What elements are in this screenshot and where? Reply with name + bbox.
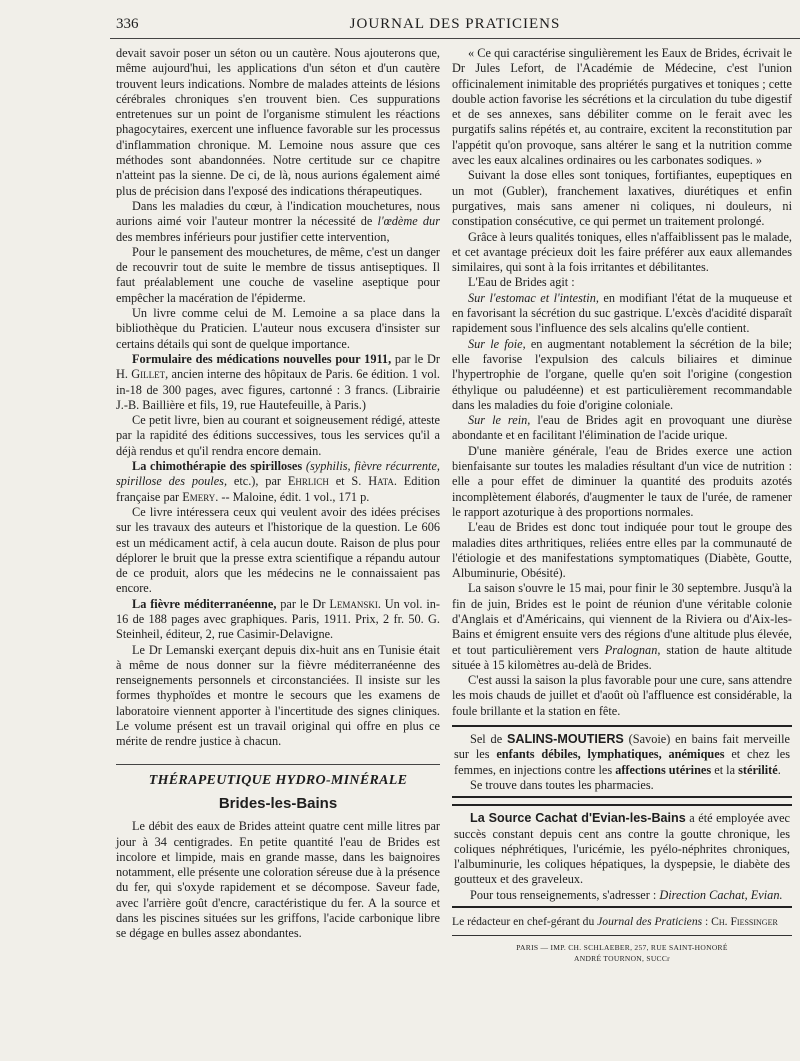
quote-lefort: « Ce qui caractérise singulièrement les Eaux de Brides, écrivait le Dr Jules Lefort, de l'Académie de Médecine, c'est l'union officinalement inimitable des propriétés purgatives et toniques ; cette double action favorise les sécrétions et la circulation du tube digestif et de ses annexes, sans débiliter comme on le ferait avec les purgatifs salins répétés et, au contraire, excitent la reconstitution par l'appétit qu'on provoque, sans altérer le sang et la nutrition comme avec les eaux alcalines ordinaires ou les carbonates sodiques. » [452,46,792,168]
text: etc.), par [233,474,288,489]
imprint-line: ANDRÉ TOURNON, SUCCr [574,954,670,964]
ad-tagline: Se trouve dans toutes les pharmacies. [470,777,654,792]
review-formulaire: Ce petit livre, bien au courant et soigneusement rédigé, atteste par la rapidité des éditions successives, tous les services qu'il a déjà rendus et qu'il rendra encore demain. [116,413,440,458]
review-chimotherapie: Ce livre intéressera ceux qui veulent avoir des idées précises sur les travaux des auteurs et l'historique de la question. Le 606 est un médicament actif, à cela aucun doute. Raison de plus pour déplorer le bruit que la presse extra scientifique a répandu autour de ce produit, alors que les médecins ne le connaissaient pas encore. [116,504,440,596]
text: . Un vol. in-16 de 188 pages avec graphiques. Paris, 1911. Prix, 2 fr. 50. G. Steinheil, éditeur, 2, rue Casimir-Delavigne. [116,596,440,642]
book-title: Formulaire des médications nouvelles pour 1911, [132,351,392,366]
page-number: 336 [116,16,139,32]
text: . -- Maloine, édit. 1 vol., 171 p. [215,489,370,504]
text: par le Dr H. [116,351,440,382]
section-title: THÉRAPEUTIQUE HYDRO-MINÉRALE [116,764,440,788]
text: , station de haute altitude située à 15 kilomètres au-delà de Brides. [452,642,792,672]
paragraph-estomac [452,291,792,337]
article-title: Brides-les-Bains [218,794,338,812]
left-column [116,46,440,942]
text: et S. [328,474,369,489]
text-italic: Sur le rein, [468,413,531,428]
text: et la [711,762,739,777]
book-title: La fièvre méditerranéenne, [132,596,277,611]
paragraph-indiquee: L'eau de Brides est donc tout indiquée pour tout le groupe des maladies dites arthritiques, reliées entre elles par la communauté de l'étiologie et des manifestations symptomatiques (Diabète, Goutte, Albuminurie, Obésité). [452,520,792,581]
text: Sel de [470,732,507,747]
editor-name: : Ch. Fiessinger [702,915,778,929]
ad-contact [454,888,790,903]
text: l'eau de Brides agit en provoquant une diurèse abondante et en facilitant l'élimination de l'acide urique. [452,413,792,443]
book-author: Ehrlich [287,474,329,489]
text: en modifiant l'état de la muqueuse et en favorisant la sécrétion du suc gastrique. L'excès d'acidité disparaît rapidement sous l'influence des sels alcalins qu'elle contient. [452,290,792,336]
paragraph-rein [452,413,792,444]
text: (Savoie) en bains fait merveille sur les [454,732,790,762]
paragraph-agit: L'Eau de Brides agit : [468,275,575,290]
text: et chez les femmes, en injections contre les [454,747,791,777]
right-column [452,46,792,964]
journal-title: JOURNAL DES PRATICIENS [349,16,561,32]
book-title: La chimothérapie des spirilloses [132,459,303,474]
imprint-line: PARIS — IMP. CH. SCHLAEBER, 257, RUE SAINT-HONORÉ [516,943,728,953]
book-chimotherapie [116,459,440,505]
paragraph-generale: D'une manière générale, l'eau de Brides exerce une action bienfaisante sur toutes les maladies résultant d'un vice de nutrition : elle a pour effet de diminuer la quantité des produits azotés incomplètement élaborés, d'augmenter le taux de l'urée, de ramener le rapport azoturique à des proportions normales. [452,443,792,519]
book-fievre [116,597,440,643]
text: La saison s'ouvre le 15 mai, pour finir le 30 septembre. Jusqu'à la fin de juin, Brides est le point de réunion d'une véritable colonie d'Anglais et d'Américains, qui viennent de la Riviera ou d'Aix-les-Bains et émigrent ensuite vers des régions d'une altitude plus élevée, et tout particulièrement vers [452,581,792,657]
text-italic: l'œdème dur [377,214,440,229]
ad-source-cachat [452,804,792,908]
text: Le rédacteur en chef-gérant du [452,915,598,929]
book-author: Lemanski [329,596,378,611]
divider [452,935,792,936]
text: . [777,762,781,777]
paragraph-dose: Suivant la dose elles sont toniques, fortifiantes, eupeptiques en un mot (Gubler), franchement laxatives, diurétiques et enfin purgatives, mais sans amener ni coliques, ni douleurs, ni constipation consécutive, ce qui permet un traitement prolongé. [452,168,792,229]
ad-text [454,732,790,778]
book-formulaire [116,352,440,413]
ad-brand: SALINS-MOUTIERS [506,732,624,747]
book-author: Gillet [131,367,166,382]
paragraph-saison [452,581,792,673]
text-bold: affections utérines [615,762,712,777]
text-italic: (syphilis, fièvre récurrente, spirillose des poules, [116,459,440,489]
text: . Edition française par [116,474,440,504]
text-bold: stérilité [738,762,778,777]
ad-text [454,811,790,887]
paragraph-coeur [116,199,440,245]
text-italic: Direction Cachat, Evian. [659,887,783,902]
paragraph-pansement: Pour le pansement des mouchetures, de même, c'est un danger de recouvrir tout de suite le membre de tissus antiseptiques. Il faut préalablement une couche de vaseline aseptique pour empêcher la macération de l'épiderme. [116,244,440,305]
paragraph-debit: Le débit des eaux de Brides atteint quatre cent mille litres par jour à 34 centigrades. En petite quantité l'eau de Brides est incolore et limpide, mais en grande masse, dans les baignoires notamment, elle présente une coloration séreuse due à la présence du fer, qui s'oxyde rapidement et se décompose. Saveur fade, avec l'arrière goût d'encre, caractéristique du fer. A la source et dans les piscines situées sur les griffons, l'acide carbonique libre se dégage en bulles assez abondantes. [116,819,440,941]
editor-line [452,914,792,929]
page-header [110,12,800,39]
text: des membres inférieurs pour justifier cette intervention, [116,229,390,244]
book-author: Hata [368,474,394,489]
text-italic: Sur l'estomac et l'intestin, [468,290,599,305]
text: a été employée avec succès constant depuis cent ans contre la goutte chronique, les coliques néphrétiques, l'uricémie, les pyélo-néphrites chroniques, l'albuminurie, les coliques hépatiques, la dyspepsie, le diabète des goutteux et des graveleux. [454,811,790,887]
text-italic: Journal des Praticiens [597,915,703,929]
text: en augmentant notablement la sécrétion de la bile; elle favorise l'expulsion des calculs biliaires et diminue l'hypertrophie de l'organe, quelle qu'en soit l'origine (congestion éthylique ou paludéenne) et est particulièrement recommandable dans les maladies du foie d'origine coloniale. [452,336,792,412]
ad-salins-moutiers [452,725,792,798]
book-translator: Emery [182,489,216,504]
paragraph-cest: C'est aussi la saison la plus favorable pour une cure, sans attendre les mois chauds de juillet et d'août où l'affluence est considérable, la foule brillante et la station en fête. [452,673,792,718]
paragraph-livre: Un livre comme celui de M. Lemoine a sa place dans la bibliothèque du Praticien. L'auteur nous excusera d'insister sur certains détails qui sont de quelque importance. [116,306,440,351]
review-fievre: Le Dr Lemanski exerçant depuis dix-huit ans en Tunisie était à même de nous donner sur la fièvre méditerranéenne des renseignements personnels et circonstanciées. Il insiste sur les formes thyphoïdes et montre le secours que les examens de laboratoire viennent apporter à l'incertitude des signes cliniques. Le volume présent est un travail original qui offre en plus ce mérite de rendre justice à chacun. [116,642,440,749]
paragraph-grace: Grâce à leurs qualités toniques, elles n'affaiblissent pas le malade, et cet avantage précieux doit les faire préférer aux eaux allemandes similaires, qui sont à la fois irritantes et débilitantes. [452,229,792,275]
text: par le Dr [276,596,330,611]
ad-brand: La Source Cachat d'Evian-les-Bains [470,811,686,826]
text: Dans les maladies du cœur, à l'indication mouchetures, nous aurions aimé voir l'auteur montrer la nécessité de [116,198,440,229]
text: , ancien interne des hôpitaux de Paris. 6e édition. 1 vol. in-18 de 300 pages, avec figures, cartonné : 3 francs. (Librairie J.-B. Baillière et fils, 19, rue Hautefeuille, à Paris.) [116,367,440,412]
text-italic: Sur le foie, [468,336,526,351]
text-bold: enfants débiles, lymphatiques, anémiques [496,747,725,762]
text: Pour tous renseignements, s'adresser : [470,887,660,902]
text-italic: Pralognan [604,642,658,657]
imprint [452,942,792,964]
paragraph-foie [452,337,792,413]
paragraph-seton: devait savoir poser un séton ou un cautère. Nous ajouterons que, même aujourd'hui, les applications d'un séton et d'un cautère trouvent leurs indications. Nombre de malades atteints de lésions cérébrales chroniques s'en trouvent bien. Ces suppurations entretenues sur un point de l'organisme stimulent les réactions phagocytaires, exercent une influence favorable sur les processus d'inflammation chronique. M. Lemoine nous assure que ces méthodes sont abandonnées. Notre certitude sur ce chapitre n'atteint pas la sienne. De ci, de là, nous aurions également aimé plus de précision dans l'exposé des indications thérapeutiques. [116,46,440,198]
